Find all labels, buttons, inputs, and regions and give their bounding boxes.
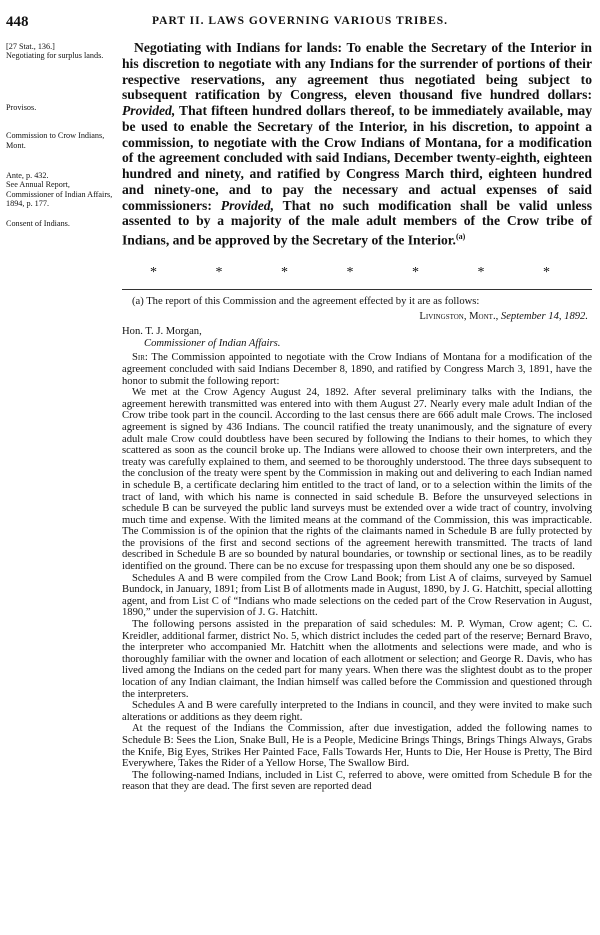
letter-paragraph: We met at the Crow Agency August 24, 1892. After several preliminary talks with the Indians, the agreement herewith transmitted was entered into with them August 27. Nearly every male adult Indian of the Crow tribe took part in the council. According to the last census there are 666 adult male Crows. The inclosed agreement is signed by 436 Indians. The council ratified the treaty unanimously, and the signature of every adult male Crow could doubtless have been secured by following the Indians to their homes, to which they scattered as soon as the council broke up. The Indians were allowed to choose their own interpreters, and the treaty was carefully explained to them, and seemed to be thoroughly understood. The three days subsequent to the conclusion of the treaty were spent by the Commission in making out and delivering to each Indian named in schedule B, a certificate declaring him entitled to the tract of land, or to a selection within the limits of the tract of land, with which his name is connected in said schedule B. Before the unsurveyed selections in schedule B can be surveyed the public land surveys must be extended over a wide tract of country, involving much time and expense. With the limited means at the command of the Commission, this was impracticable. The Commission is of the opinion that the rights of the claimants named in Schedule B are fully protected by the provisions of the first and second sections of the agreement herewith transmitted. The tracts of land described in Schedule B are so bounded by natural boundaries, or township or sectional lines, as to be readily identified on the ground. There can be no excuse for trespassing upon them should any one be so disposed. xyxy=(122,387,592,573)
addressee-name: Hon. T. J. Morgan, xyxy=(122,326,202,338)
statute-paragraph: Negotiating with Indians for lands: To enable the Secretary of the Interior in his discretion to negotiate with any Indians for the surrender of portions of their respective reservations, any agreement thus negotiated being subject to subsequent ratification by Congress, eleven thousand five hundred dollars: Provided, That fifteen hundred dollars thereof, to be immediately available, may be used to enable the Secretary of the Interior, in his discretion, to appoint a commission, to negotiate with the Crow Indians of Montana, for a modification of the agreement concluded with said Indians, December twenty-eighth, eighteen hundred and ninety, and ratified by Congress March third, eighteen hundred and ninety-one, and to pay the necessary and actual expenses of said commissioners: Provided, That no such modification shall be valid unless assented to by a majority of the male adult members of the Crow tribe of Indians, and be approved by the Secretary of the Interior.$^{(a)}$ xyxy=(122,40,592,248)
proviso-label: Provided, xyxy=(220,197,274,213)
addressee-title: Commissioner of Indian Affairs. xyxy=(144,337,281,349)
star: * xyxy=(281,265,288,280)
letter-paragraph: At the request of the Indians the Commission, after due investigation, added the following names to Schedule B: Sees the Lion, Snake Bull, He is a People, Medicine Brings Things, Brings Things Always, Grabs the Knife, Big Eyes, Strikes Her Painted Face, Falls Towards Her, Hunts to Die, Her House is Pretty, The Bird Everywhere, Takes the Rider of a Yellow Horse, The Swallow Bird. xyxy=(122,723,592,770)
letter-place: Livingston, Mont., xyxy=(419,310,499,322)
footnote-intro: (a) The report of this Commission and the agreement effected by it are as follows: xyxy=(132,296,480,307)
footnote-marker: (a) xyxy=(455,232,466,241)
letter-paragraph: Schedules A and B were carefully interpreted to the Indians in council, and they were invited to make such alterations or additions as they deem right. xyxy=(122,700,592,723)
page-header xyxy=(6,14,594,30)
statute-text xyxy=(122,40,592,248)
letter-date: September 14, 1892. xyxy=(500,310,588,322)
salutation: Sir: xyxy=(132,352,148,364)
letter-paragraph: The following-named Indians, included in List C, referred to above, were omitted from Schedule B for the reason that they are dead. The first seven are reported dead xyxy=(122,769,592,793)
ellipsis-stars xyxy=(150,265,550,281)
margin-note-stat: [27 Stat., 136.] xyxy=(6,42,55,51)
footnote-divider xyxy=(122,289,592,290)
star: * xyxy=(477,265,485,280)
letter-dateline xyxy=(122,311,592,323)
star: * xyxy=(150,265,157,280)
statute-heading: Negotiating with Indians for lands: xyxy=(134,40,343,55)
star: * xyxy=(543,265,550,280)
star: * xyxy=(215,265,223,280)
margin-note-commission: Commission to Crow Indians, Mont. xyxy=(6,131,105,150)
footnote xyxy=(122,296,592,793)
letter-paragraph: The following persons assisted in the preparation of said schedules: M. P. Wyman, Crow agent; C. C. Kreidler, additional farmer, district No. 5, which district includes the ceded part of the reserve; Bernard Bravo, the interpreter who accompanied Mr. Hatchitt when the allotments and selections were made, and who is thoroughly familiar with the owner and location of each allotment or selection; and George R. Davis, who has lived among the Indians on the ceded part for many years. When there was the slightest doubt as to the proper location of any Indian claimant, the Indian himself was called before the Commission and questioned through the interpreters. xyxy=(122,619,592,700)
page-number: 448 xyxy=(6,14,29,30)
margin-note-see-report: See Annual Report, Commissioner of Indian Affairs, 1894, p. 177. xyxy=(6,180,113,208)
margin-note-provisos: Provisos. xyxy=(6,103,37,112)
running-head: PART II. LAWS GOVERNING VARIOUS TRIBES. xyxy=(151,15,449,27)
proviso-label: Provided, xyxy=(122,103,176,118)
letter-paragraph: Schedules A and B were compiled from the Crow Land Book; from List A of claims, surveyed by Samuel Bundock, in January, 1891; from List B of allotments made in August, 1890, by J. G. Hatchitt, special allotting agent, and from List C of “Indians who made selections on the ceded part of the Crow Reservation in August, 1890,” under the supervision of J. G. Hatchitt. xyxy=(122,572,592,619)
star: * xyxy=(346,265,354,280)
margin-note-ante: Ante, p. 432. xyxy=(6,171,49,180)
margin-note-consent: Consent of Indians. xyxy=(6,219,70,228)
margin-note-negotiating: Negotiating for surplus lands. xyxy=(6,51,104,60)
star: * xyxy=(412,265,419,280)
letter-paragraph: Sir: The Commission appointed to negotiate with the Crow Indians of Montana for a modification of the agreement concluded with said Indians December 8, 1890, and ratified by Congress March 3, 1891, have the honor to submit the following report: xyxy=(122,352,592,387)
